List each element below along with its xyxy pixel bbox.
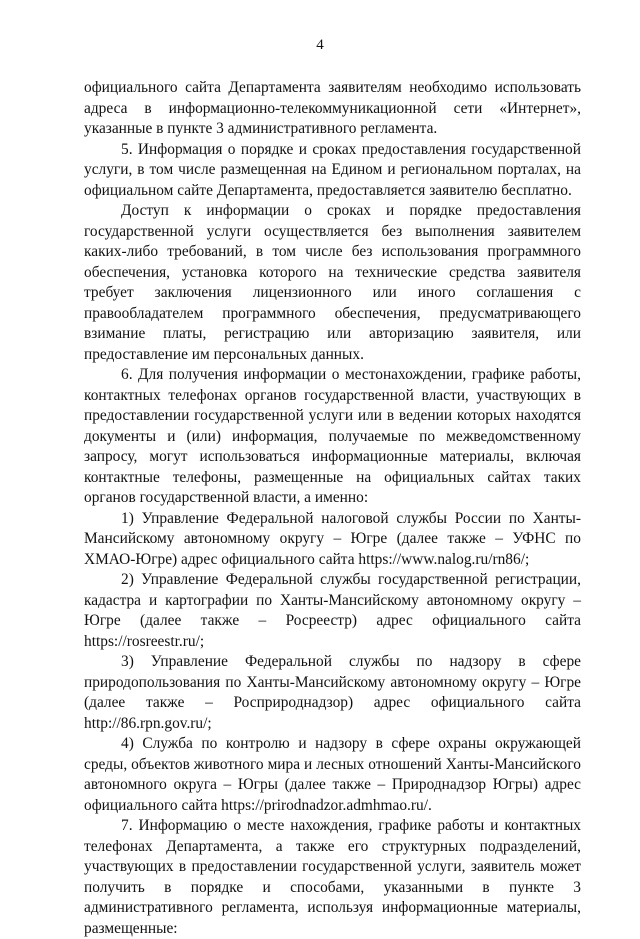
page-number: 4	[316, 37, 324, 53]
list-item-rosprirodnadzor: 3) Управление Федеральной службы по надзору в сфере природопользования по Ханты-Мансийскому автономному округу – Югре (далее также – Росприроднадзор) адрес официального сайта http://86.rpn.gov.ru/;	[84, 653, 581, 732]
paragraph-continuation: официального сайта Департамента заявителям необходимо использовать адреса в информационно-телекоммуникационной сети «Интернет», указанные в пункте 3 административного регламента.	[84, 79, 581, 137]
paragraph-item-6: 6. Для получения информации о местонахождении, графике работы, контактных телефонах органов государственной власти, участвующих в предоставлении государственной услуги или в ведении которых находятся документы и (или) информация, получаемые по межведомственному запросу, могут использоваться информационные материалы, включая контактные телефоны, размещенные на официальных сайтах таких органов государственной власти, а именно:	[84, 366, 581, 506]
paragraph-item-7: 7. Информацию о месте нахождения, графике работы и контактных телефонах Департамента, а также его структурных подразделений, участвующих в предоставлении государственной услуги, заявитель может получить в порядке и способами, указанными в пункте 3 административного регламента, используя информационные материалы, размещенные:	[84, 817, 581, 937]
list-item-rosreestr: 2) Управление Федеральной службы государственной регистрации, кадастра и картографии по Ханты-Мансийскому автономному округу – Югре (далее также – Росреестр) адрес официального сайта https://rosreestr.ru/;	[84, 571, 581, 650]
paragraph-access-info: Доступ к информации о сроках и порядке предоставления государственной услуги осуществляется без выполнения заявителем каких-либо требований, в том числе без использования программного обеспечения, установка которого на технические средства заявителя требует заключения лицензионного или иного соглашения с правообладателем программного обеспечения, предусматривающего взимание платы, регистрацию или авторизацию заявителя, или предоставление им персональных данных.	[84, 202, 581, 363]
document-body	[84, 78, 581, 939]
paragraph-item-5: 5. Информация о порядке и сроках предоставления государственной услуги, в том числе размещенная на Едином и региональном порталах, на официальном сайте Департамента, предоставляется заявителю бесплатно.	[84, 140, 581, 199]
list-item-ufns: 1) Управление Федеральной налоговой службы России по Ханты-Мансийскому автономному округу – Югре (далее также – УФНС по ХМАО-Югре) адрес официального сайта https://www.nalog.ru/rn86/;	[84, 509, 581, 568]
list-item-prirodnadzor: 4) Служба по контролю и надзору в сфере охраны окружающей среды, объектов животного мира и лесных отношений Ханты-Мансийского автономного округа – Югры (далее также – Природнадзор Югры) адрес официального сайта https://prirodnadzor.admhmao.ru/.	[84, 735, 581, 814]
